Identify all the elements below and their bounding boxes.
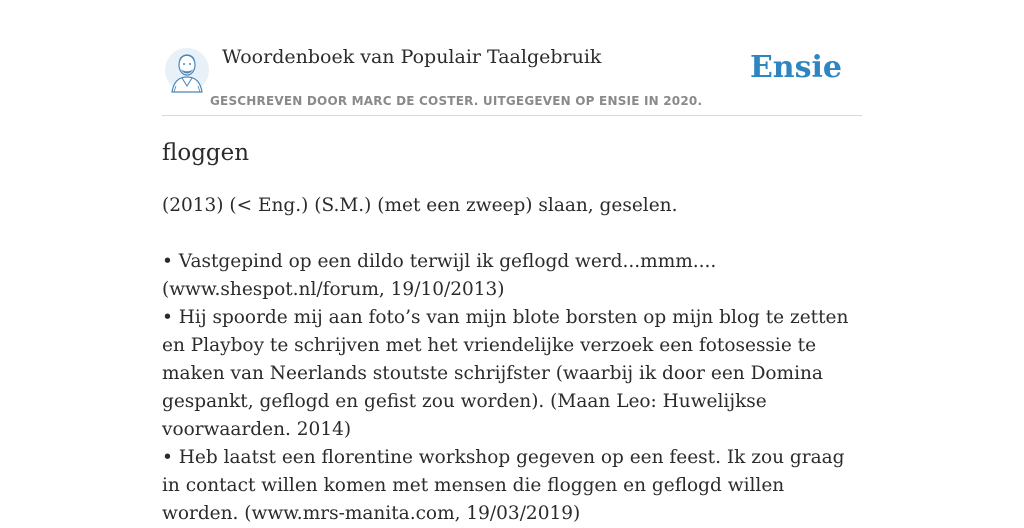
example-1: • Vastgepind op een dildo terwijl ik geflogd werd...mmm.... (www.shespot.nl/forum, 19/10/2013) — [162, 251, 717, 300]
book-title[interactable]: Woordenboek van Populair Taalgebruik — [222, 46, 602, 68]
header — [162, 0, 862, 116]
entry-title: floggen — [162, 140, 250, 166]
example-3: • Heb laatst een florentine workshop gegeven op een feest. Ik zou graag in contact willen komen met mensen die floggen en geflogd willen worden. (www.mrs-manita.com, 19/03/2019) — [162, 447, 845, 524]
page-container — [162, 0, 862, 524]
definition-text: (2013) (< Eng.) (S.M.) (met een zweep) slaan, geselen. — [162, 195, 678, 216]
ensie-logo[interactable]: Ensie — [749, 50, 842, 85]
spacer — [162, 220, 862, 248]
author-portrait-icon[interactable] — [164, 46, 210, 94]
example-2: • Hij spoorde mij aan foto’s van mijn blote borsten op mijn blog te zetten en Playboy te schrijven met het vriendelijke verzoek een fotosessie te maken van Neerlands stoutste schrijfster (waarbij ik door een Domina gespankt, geflogd en gefist zou worden). (Maan Leo: Huwelijkse voorwaarden. 2014) — [162, 307, 849, 440]
definition-body — [162, 192, 862, 528]
byline: GESCHREVEN DOOR MARC DE COSTER. UITGEGEVEN OP ENSIE IN 2020. — [210, 94, 703, 108]
